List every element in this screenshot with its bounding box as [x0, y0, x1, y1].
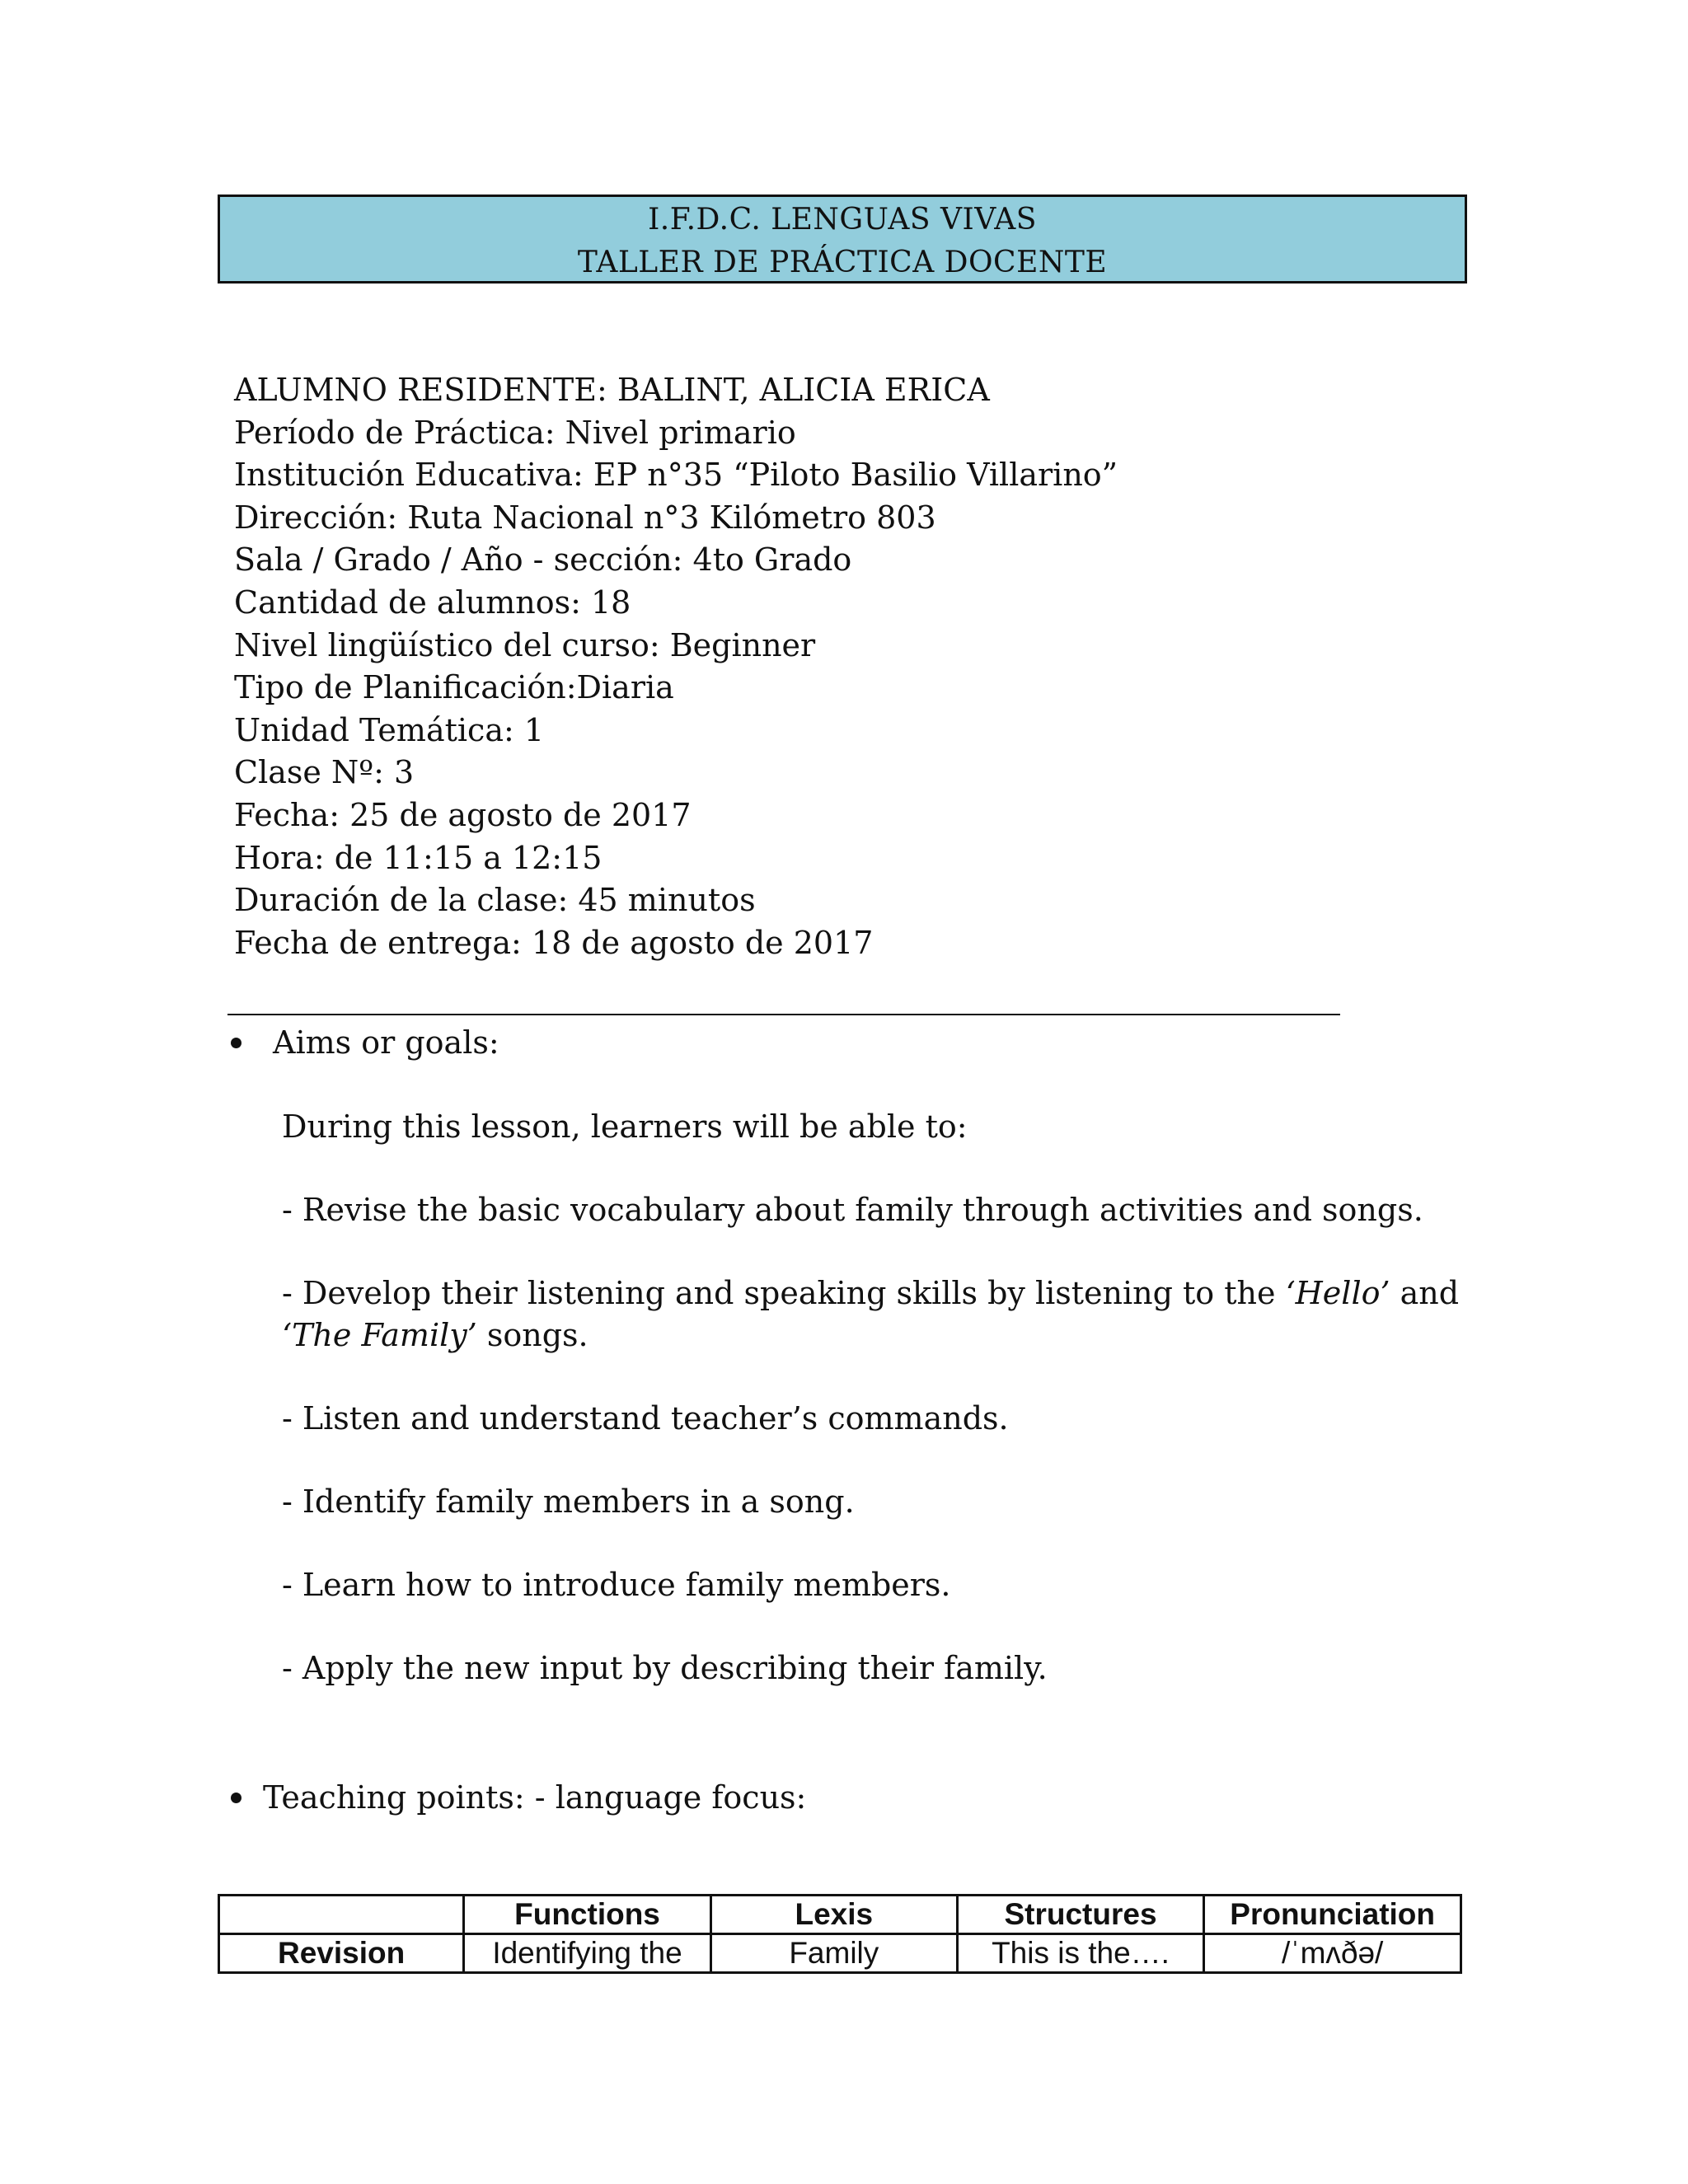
- aim-item-6: - Apply the new input by describing their family.: [282, 1650, 1048, 1686]
- cell-functions: Identifying the: [464, 1934, 711, 1973]
- info-delivery-date: Fecha de entrega: 18 de agosto de 2017: [234, 924, 874, 961]
- info-student-count: Cantidad de alumnos: 18: [234, 583, 631, 621]
- aim-item-2-cont: [282, 1315, 588, 1357]
- document-header: [218, 194, 1467, 284]
- divider-line: [227, 1014, 1340, 1015]
- table-header-blank: [219, 1896, 464, 1934]
- lesson-info: [234, 369, 1118, 964]
- cell-lexis: Family: [710, 1934, 957, 1973]
- table-header-row: [219, 1896, 1461, 1934]
- teaching-points-heading: [231, 1777, 806, 1818]
- aims-heading-text: Aims or goals:: [273, 1024, 499, 1061]
- bullet-icon: [231, 1038, 241, 1048]
- info-date: Fecha: 25 de agosto de 2017: [234, 796, 692, 833]
- info-institution: Institución Educativa: EP n°35 “Piloto Basilio Villarino”: [234, 457, 1118, 494]
- aim-item-2: [282, 1272, 1459, 1315]
- aims-heading: [231, 1022, 499, 1063]
- info-unit: Unidad Temática: 1: [234, 711, 545, 748]
- info-student: ALUMNO RESIDENTE: BALINT, ALICIA ERICA: [234, 372, 990, 408]
- aim-item-2-and: and: [1390, 1275, 1460, 1311]
- row-label-revision: Revision: [219, 1934, 464, 1973]
- aim-item-3: - Listen and understand teacher’s commands.: [282, 1400, 1009, 1436]
- info-time: Hora: de 11:15 a 12:15: [234, 839, 603, 876]
- song-title-family: ‘The Family’: [282, 1317, 477, 1353]
- aim-item-5: - Learn how to introduce family members.: [282, 1567, 951, 1603]
- table-row: [219, 1934, 1461, 1973]
- aim-item-4: - Identify family members in a song.: [282, 1483, 855, 1520]
- course-name: TALLER DE PRÁCTICA DOCENTE: [577, 246, 1108, 279]
- teaching-points-text: Teaching points: - language focus:: [263, 1779, 807, 1816]
- table-header-lexis: Lexis: [710, 1896, 957, 1934]
- cell-structures: This is the….: [957, 1934, 1204, 1973]
- song-title-hello: ‘Hello’: [1285, 1275, 1390, 1311]
- bullet-icon: [231, 1793, 241, 1803]
- info-plan-type: Tipo de Planificación:Diaria: [234, 669, 674, 706]
- info-address: Dirección: Ruta Nacional n°3 Kilómetro 803: [234, 499, 936, 536]
- aim-item-1: - Revise the basic vocabulary about family through activities and songs.: [282, 1192, 1423, 1228]
- language-focus-table: [218, 1894, 1462, 1974]
- info-grade: Sala / Grado / Año - sección: 4to Grado: [234, 541, 852, 579]
- aim-item-2-text: - Develop their listening and speaking skills by listening to the: [282, 1275, 1286, 1311]
- table-header-functions: Functions: [464, 1896, 711, 1934]
- info-class-number: Clase Nº: 3: [234, 754, 415, 791]
- cell-pronunciation: /ˈmʌðə/: [1204, 1934, 1461, 1973]
- table-header-pronunciation: Pronunciation: [1204, 1896, 1461, 1934]
- institution-name: I.F.D.C. LENGUAS VIVAS: [648, 203, 1037, 237]
- aims-intro: During this lesson, learners will be able to:: [282, 1108, 968, 1145]
- info-level: Nivel lingüístico del curso: Beginner: [234, 626, 816, 663]
- table-header-structures: Structures: [957, 1896, 1204, 1934]
- info-period: Período de Práctica: Nivel primario: [234, 414, 796, 451]
- info-duration: Duración de la clase: 45 minutos: [234, 882, 756, 919]
- aim-item-2-songs: songs.: [476, 1317, 588, 1353]
